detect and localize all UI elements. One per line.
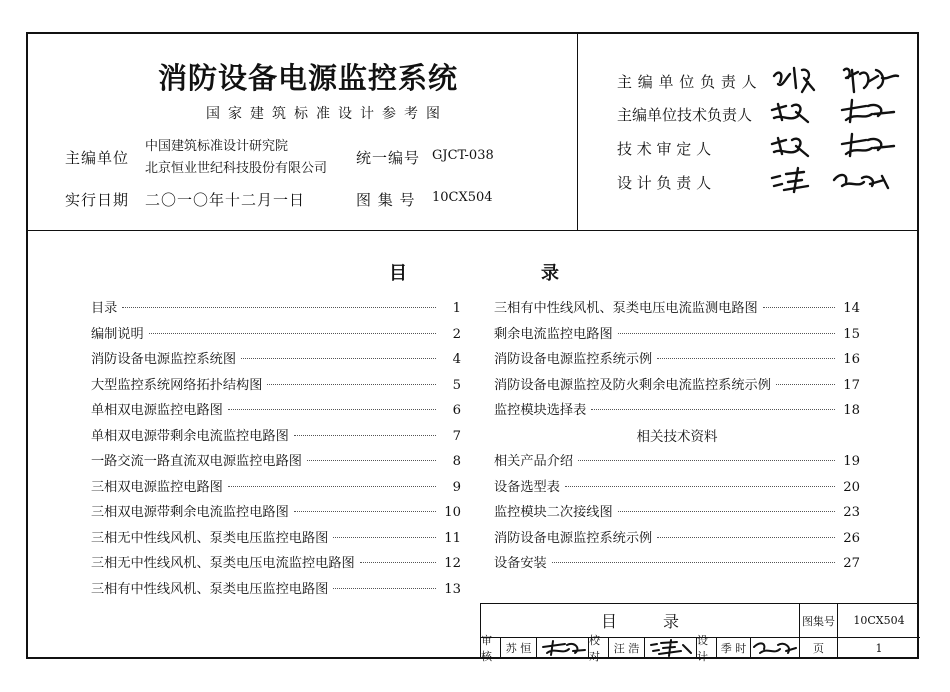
- code-label: 统一编号: [356, 149, 421, 167]
- toc-entry-title: 三相有中性线风机、泵类电压监控电路图: [91, 581, 329, 597]
- toc-leader: [657, 358, 835, 359]
- toc-leader: [333, 537, 436, 538]
- toc-entry[interactable]: [91, 552, 461, 578]
- toc-entry-page: 23: [843, 505, 860, 520]
- title-block-name-right: 录: [663, 612, 680, 631]
- toc-entry-page: 26: [843, 530, 860, 546]
- toc-entry[interactable]: [91, 297, 461, 323]
- toc-entry[interactable]: [91, 527, 461, 553]
- toc-entry-title: 三相有中性线风机、泵类电压电流监测电路图: [494, 301, 758, 316]
- toc-entry-title: 消防设备电源监控系统示例: [494, 530, 653, 546]
- toc-entry[interactable]: [494, 399, 860, 425]
- header-divider: [26, 230, 919, 231]
- toc-entry-page: 9: [452, 479, 461, 495]
- toc-entry[interactable]: [91, 399, 461, 425]
- toc-entry[interactable]: [91, 348, 461, 374]
- toc-right-column: [494, 297, 860, 578]
- toc-entry-title: 消防设备电源监控系统示例: [494, 352, 653, 367]
- toc-entry[interactable]: [494, 552, 860, 578]
- toc-entry-title: 剩余电流监控电路图: [494, 326, 613, 342]
- toc-entry-page: 14: [843, 301, 860, 316]
- toc-entry-page: 10: [444, 505, 461, 520]
- design-label: 设计: [697, 638, 717, 658]
- approval-role-3: 技 术 审 定 人: [617, 140, 712, 158]
- toc-entry-page: 2: [452, 326, 461, 342]
- toc-entry-title: 设备选型表: [494, 479, 560, 495]
- toc-leader: [565, 486, 835, 487]
- atlas-label: 图 集 号: [356, 191, 416, 209]
- toc-entry-page: 4: [452, 352, 461, 367]
- toc-entry-title: 监控模块二次接线图: [494, 505, 613, 520]
- toc-entry-page: 19: [843, 454, 860, 469]
- toc-left-column: [91, 297, 461, 603]
- page-label: 页: [800, 638, 838, 658]
- toc-leader: [228, 409, 436, 410]
- check-label: 校对: [589, 638, 609, 658]
- toc-section-title: 相关技术资料: [636, 428, 718, 445]
- toc-entry[interactable]: [91, 425, 461, 451]
- toc-entry[interactable]: [91, 501, 461, 527]
- title-block-atlas-label: 图集号: [800, 604, 838, 638]
- editor-unit-1: 中国建筑标准设计研究院: [145, 139, 289, 154]
- date-value: 二〇一〇年十二月一日: [145, 191, 306, 209]
- toc-heading-right: 录: [541, 263, 559, 284]
- editor-unit-2: 北京恒业世纪科技股份有限公司: [145, 161, 328, 176]
- toc-entry-title: 三相双电源监控电路图: [91, 479, 223, 495]
- review-label: 审核: [481, 638, 501, 658]
- toc-entry-page: 11: [444, 530, 461, 546]
- toc-entry-title: 大型监控系统网络拓扑结构图: [91, 377, 263, 393]
- toc-entry[interactable]: [494, 297, 860, 323]
- toc-entry-page: 18: [843, 403, 860, 418]
- checker-signature: [645, 638, 697, 658]
- toc-leader: [241, 358, 436, 359]
- designer-name: 季 时: [717, 638, 751, 658]
- toc-entry-page: 13: [444, 581, 461, 597]
- toc-entry-title: 消防设备电源监控系统图: [91, 352, 237, 367]
- toc-entry-title: 目录: [91, 301, 118, 316]
- toc-entry[interactable]: [91, 450, 461, 476]
- signatures: [768, 62, 908, 198]
- toc-entry[interactable]: [91, 374, 461, 400]
- toc-leader: [294, 511, 436, 512]
- reviewer-signature: [537, 638, 589, 658]
- code-value: GJCT-038: [432, 148, 494, 163]
- toc-entry-page: 5: [452, 377, 461, 393]
- toc-entry[interactable]: [494, 348, 860, 374]
- toc-entry-page: 20: [843, 479, 860, 495]
- toc-leader: [657, 537, 835, 538]
- header-vertical-divider: [577, 32, 578, 230]
- toc-entry-title: 相关产品介绍: [494, 454, 574, 469]
- toc-leader: [307, 460, 436, 461]
- toc-entry-title: 单相双电源带剩余电流监控电路图: [91, 428, 289, 444]
- toc-leader: [122, 307, 436, 308]
- title-block-name: [481, 604, 800, 638]
- toc-entry-title: 一路交流一路直流双电源监控电路图: [91, 454, 302, 469]
- toc-entry-title: 消防设备电源监控及防火剩余电流监控系统示例: [494, 377, 771, 393]
- toc-entry-page: 16: [843, 352, 860, 367]
- toc-entry-page: 8: [452, 454, 461, 469]
- toc-leader: [552, 562, 835, 563]
- atlas-value: 10CX504: [432, 190, 493, 205]
- toc-entry[interactable]: [91, 476, 461, 502]
- toc-entry-title: 三相无中性线风机、泵类电压电流监控电路图: [91, 556, 355, 571]
- toc-leader: [776, 384, 835, 385]
- toc-entry[interactable]: [494, 323, 860, 349]
- page-value: 1: [875, 641, 883, 655]
- toc-leader: [578, 460, 835, 461]
- toc-heading-left: 目: [389, 263, 407, 284]
- toc-entry[interactable]: [494, 476, 860, 502]
- document-title: 消防设备电源监控系统: [158, 61, 459, 95]
- reviewer-name: 苏 恒: [501, 638, 537, 658]
- toc-entry-title: 单相双电源监控电路图: [91, 403, 223, 418]
- toc-entry-title: 设备安装: [494, 556, 547, 571]
- toc-entry-title: 编制说明: [91, 326, 144, 342]
- toc-leader: [618, 333, 835, 334]
- toc-entry-title: 三相无中性线风机、泵类电压监控电路图: [91, 530, 329, 546]
- toc-entry[interactable]: [494, 450, 860, 476]
- checker-name: 汪 浩: [609, 638, 645, 658]
- toc-leader: [267, 384, 436, 385]
- toc-leader: [763, 307, 835, 308]
- approval-role-4: 设 计 负 责 人: [617, 174, 712, 192]
- editor-unit-label: 主编单位: [65, 149, 130, 167]
- toc-leader: [360, 562, 436, 563]
- designer-signature: [751, 638, 800, 658]
- toc-entry[interactable]: [494, 501, 860, 527]
- toc-entry[interactable]: [91, 578, 461, 604]
- approval-role-2: 主编单位技术负责人: [617, 106, 753, 124]
- toc-entry[interactable]: [91, 323, 461, 349]
- toc-entry-page: 17: [843, 377, 860, 393]
- toc-leader: [333, 588, 436, 589]
- toc-entry-page: 12: [444, 556, 461, 571]
- toc-entry-page: 15: [843, 326, 860, 342]
- document-subtitle: 国家建筑标准设计参考图: [206, 106, 448, 122]
- title-block-atlas-value: 10CX504: [838, 604, 920, 638]
- toc-entry[interactable]: [494, 527, 860, 553]
- toc-entry-page: 1: [452, 301, 461, 316]
- title-block-name-left: 目: [600, 612, 617, 631]
- toc-entry-page: 27: [843, 556, 860, 571]
- date-label: 实行日期: [65, 191, 130, 209]
- toc-leader: [618, 511, 835, 512]
- approval-role-1: 主 编 单 位 负 责 人: [617, 73, 758, 91]
- title-block: [480, 603, 919, 663]
- toc-entry[interactable]: [494, 374, 860, 400]
- toc-leader: [149, 333, 436, 334]
- toc-entry-page: 7: [452, 428, 461, 444]
- toc-entry-title: 三相双电源带剩余电流监控电路图: [91, 505, 289, 520]
- toc-leader: [294, 435, 436, 436]
- toc-leader: [228, 486, 436, 487]
- toc-entry-title: 监控模块选择表: [494, 403, 587, 418]
- toc-leader: [591, 409, 835, 410]
- toc-entry-page: 6: [452, 403, 461, 418]
